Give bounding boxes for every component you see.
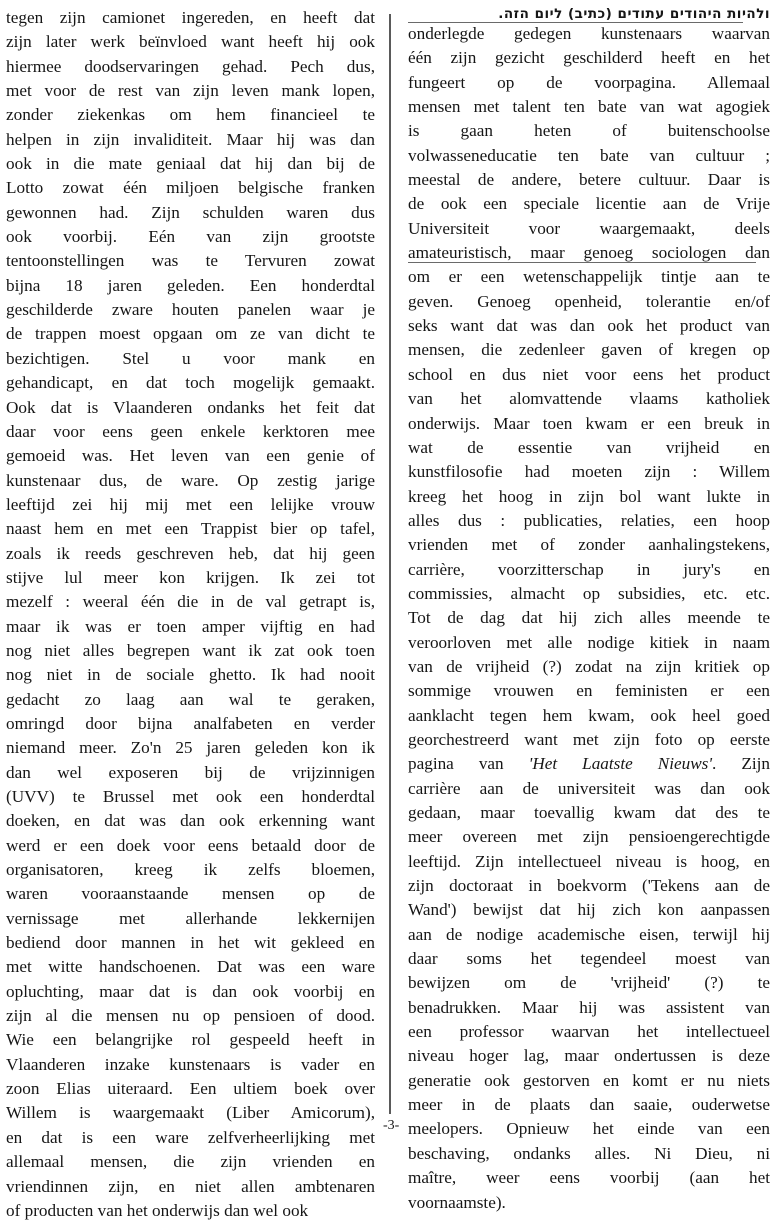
right-column-line: is gaan heten of buitenschoolse	[408, 121, 770, 141]
newspaper-title: 'Het Laatste Nieuws'	[528, 754, 713, 774]
right-column-line: generatie ook gestorven en komt er nu niets	[408, 1070, 770, 1090]
left-column-line: zoals ik reeds geschreven heb, dat hij geen	[6, 543, 375, 563]
left-column-line: ook in die mate geniaal dat hij dan bij de	[6, 154, 375, 174]
right-column-line: maître, weer eens voorbij (aan het	[408, 1168, 770, 1188]
left-column-line: met voor de rest van zijn leven mank lopen,	[6, 81, 375, 101]
right-column-line: georchestreerd want met zijn foto op eerste	[408, 729, 770, 749]
right-column-line: kunstfilosofie had moeten zijn : Willem	[408, 462, 770, 482]
right-column-line: carrière, voorzitterschap in jury's en	[408, 559, 770, 579]
left-column-line: nog niet alles begrepen want ik zat ook toen	[6, 640, 375, 660]
left-column-line: daar voor eens geen enkele kerktoren mee	[6, 421, 375, 441]
right-column-line: carrière aan de universiteit was dan ook	[408, 778, 770, 798]
right-column-line: beschaving, ondanks alles. Ni Dieu, ni	[408, 1143, 770, 1163]
right-column-line: de ook een speciale licentie aan de Vrije	[408, 194, 770, 214]
left-column-line: of producten van het onderwijs dan wel ook	[6, 1200, 309, 1220]
left-column-line: zonder ziekenkas om hem financieel te	[6, 105, 375, 125]
left-column-line: waren vooraanstaande mensen op de	[6, 884, 375, 904]
right-column-line: meer overeen met zijn pensioengerechtigde	[408, 827, 770, 847]
left-column-line: Ook dat is Vlaanderen ondanks het feit dat	[6, 397, 375, 417]
right-column-line: aanklacht tegen hem kwam, ook heel goed	[408, 705, 770, 725]
right-column-line: vrienden met of zonder aanhalingstekens,	[408, 535, 770, 555]
left-column-line: allemaal mensen, die zijn vrienden en	[6, 1152, 375, 1172]
right-column-line: bewijzen om de 'vrijheid' (?) te	[408, 973, 770, 993]
left-column-line: hiermee doodservaringen gehad. Pech dus,	[6, 56, 375, 76]
left-column-line: gehandicapt, en dat toch mogelijk gemaakt.	[6, 373, 375, 393]
right-column-line: fungeert op de voorpagina. Allemaal	[408, 72, 770, 92]
right-column-line: van het alomvattende vlaams katholiek	[408, 389, 770, 409]
right-column-line: seks want dat was dan ook het product van	[408, 316, 770, 336]
right-column-line: één zijn gezicht geschilderd heeft en het	[408, 48, 770, 68]
right-column-line: Tot de dag dat hij zich alles meende te	[408, 608, 770, 628]
right-column-line: onderwijs. Maar toen kwam er een breuk in	[408, 413, 770, 433]
right-column-line: wat de essentie van vrijheid en	[408, 437, 770, 457]
left-column-line: gemoeid was. Het leven van een genie of	[6, 446, 375, 466]
left-column-line: stijve lul meer kon krijgen. Ik zei tot	[6, 567, 375, 587]
right-column-line: om er een wetenschappelijk tintje aan te	[408, 267, 770, 287]
right-column-line: aan de nodige academische eisen, terwijl hij	[408, 924, 770, 944]
hebrew-header: ולהיות היהודים עתודים (כתיב) ליום הזה.	[498, 6, 770, 22]
left-column-line: (UVV) te Brussel met ook een honderdtal	[6, 787, 375, 806]
right-column-line: kreeg het hoog in zijn bol want lukte in	[408, 486, 770, 506]
left-column-line: leeftijd zei hij mij met een lelijke vrouw	[6, 494, 375, 514]
left-column-line: tentoonstellingen was te Tervuren zowat	[6, 251, 375, 271]
left-column-line: Willem is waargemaakt (Liber Amicorum),	[6, 1103, 375, 1123]
right-column-line: veroorloven met alle nodige kitiek in naam	[408, 632, 770, 652]
right-column-line: Wand') bewijst dat hij zich kon aanpassen	[408, 900, 770, 920]
left-column-line: vriendinnen zijn, en niet allen ambtenaren	[6, 1176, 375, 1196]
right-column-line: meer in de plaats dan saaie, ouderwetse	[408, 1095, 770, 1115]
left-column-line: gedacht zo laag aan wal te geraken,	[6, 689, 375, 709]
underline-rule	[408, 262, 756, 263]
left-column-line: zijn later werk beïnvloed want heeft hij ook	[6, 32, 375, 52]
left-column-line: nog niet in de sociale ghetto. Ik had nooit	[6, 665, 375, 685]
page-number: -3-	[383, 1118, 400, 1133]
left-column-line: Lotto zowat één miljoen belgische franken	[6, 178, 375, 198]
left-column-line: gewonnen had. Zijn schulden waren dus	[6, 202, 375, 222]
left-column-line: en dat is een ware zelfverheerlijking met	[6, 1127, 375, 1147]
left-column-line: zoon Elias uiteraard. Een ultiem boek over	[6, 1079, 375, 1099]
left-column-line: vernissage met allerhande lekkernijen	[6, 908, 375, 928]
right-column-line: sommige vrouwen en feministen er een	[408, 681, 770, 701]
left-column-line: de trappen moest opgaan om ze van dicht te	[6, 324, 375, 344]
left-column-line: omringd door bijna analfabeten en verder	[6, 713, 375, 733]
left-column-line: mezelf : weeral één die in de val getrapt is,	[6, 592, 375, 612]
left-column-line: bijna 18 jaren geleden. Een honderdtal	[6, 275, 375, 295]
header-rule	[408, 22, 743, 23]
right-column-line: meelopers. Opnieuw het einde van een	[408, 1119, 770, 1139]
left-column-line: maar ik was er toen amper vijftig en had	[6, 616, 375, 636]
right-column-line: school en dus niet voor eens het product	[408, 364, 770, 384]
left-column-line: bediend door mannen in het wit gekleed en	[6, 933, 375, 953]
right-column-line: amateuristisch, maar genoeg sociologen dan	[408, 243, 770, 263]
left-column-line: bezichtigen. Stel u voor mank en	[6, 348, 375, 368]
left-column-line: niemand meer. Zo'n 25 jaren geleden kon ik	[6, 738, 375, 758]
right-column-line: gedaan, maar toevallig kwam dat des te	[408, 803, 770, 822]
left-column-line: kunstenaar dus, de ware. Op zestig jarige	[6, 470, 375, 490]
right-column-line: volwasseneducatie ten bate van cultuur ;	[408, 145, 770, 165]
right-column-line: mensen, die zedenleer gaven of kregen op	[408, 340, 770, 360]
right-text-column	[408, 6, 770, 1215]
left-column-line: werd er een doek voor eens betaald door de	[6, 835, 375, 855]
right-column-line: leeftijd. Zijn intellectueel niveau is hoog, en	[408, 851, 770, 871]
left-column-line: doeken, en dat was dan ook erkenning want	[6, 811, 375, 831]
right-column-line: commissies, almacht op subsidies, etc. etc.	[408, 583, 770, 603]
column-divider	[389, 14, 391, 1114]
left-column-line: opluchting, maar dat is dan ook voorbij en	[6, 981, 375, 1001]
left-column-line: helpen in zijn invaliditeit. Maar hij was dan	[6, 129, 375, 149]
right-column-line: zijn doctoraat in boekvorm ('Tekens aan de	[408, 876, 770, 896]
right-column-line: voornaamste).	[408, 1192, 506, 1212]
left-column-line: naast hem en met een Trappist bier op tafel,	[6, 519, 375, 539]
left-column-line: organisatoren, kreeg ik zelfs bloemen,	[6, 860, 375, 880]
right-column-line: benadrukken. Maar hij was assistent van	[408, 997, 770, 1017]
right-column-line: niveau hoger lag, maar ondertussen is deze	[408, 1046, 770, 1066]
right-column-line: pagina van 'Het Laatste Nieuws'. Zijn	[408, 754, 770, 774]
left-text-column	[6, 6, 375, 1223]
right-column-line: van de vrijheid (?) zodat na zijn kritiek op	[408, 656, 770, 676]
left-column-line: ook voorbij. Eén van zijn grootste	[6, 227, 375, 247]
left-column-line: met witte handschoenen. Dat was een ware	[6, 957, 375, 977]
right-column-line: daar soms het tegendeel moest van	[408, 949, 770, 969]
right-column-line: meestal de andere, betere cultuur. Daar is	[408, 170, 770, 190]
left-column-line: zijn al die mensen nu op pensioen of dood.	[6, 1006, 375, 1026]
right-column-line: geven. Genoeg openheid, tolerantie en/of	[408, 291, 770, 311]
left-column-line: Vlaanderen inzake kunstenaars is vader en	[6, 1054, 375, 1074]
left-column-line: dan wel exposeren bij de vrijzinnigen	[6, 762, 375, 782]
right-column-line: onderlegde gedegen kunstenaars waarvan	[408, 24, 770, 43]
left-column-line: tegen zijn camionet ingereden, en heeft dat	[6, 8, 375, 27]
left-column-line: geschilderde zware houten panelen waar je	[6, 300, 375, 320]
right-column-line: een professor waarvan het intellectueel	[408, 1022, 770, 1042]
right-column-line: alles dus : publicaties, relaties, een hoop	[408, 510, 770, 530]
left-column-line: Wie een belangrijke rol gespeeld heeft in	[6, 1030, 375, 1050]
right-column-line: Universiteit voor waargemaakt, deels	[408, 218, 770, 238]
right-column-line: mensen met talent ten bate van wat agogiek	[408, 97, 770, 117]
